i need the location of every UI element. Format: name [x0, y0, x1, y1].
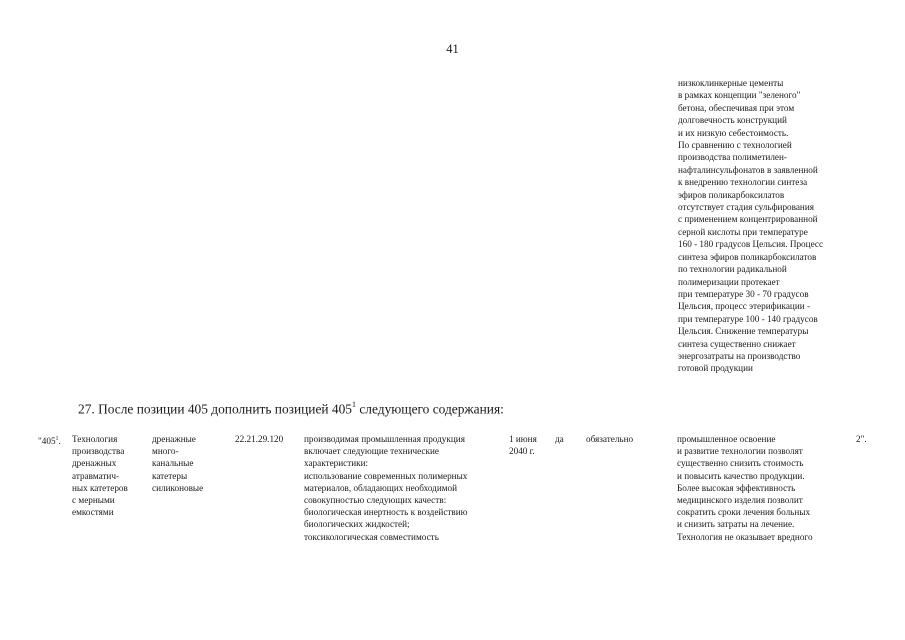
cell-characteristics [304, 433, 468, 543]
technology-line: емкостями [72, 507, 114, 518]
text-line: По сравнению с технологией [678, 140, 792, 151]
characteristics-line: совокупностью следующих качеств: [304, 495, 447, 506]
technology-line: ных катетеров [72, 482, 128, 493]
cell-product [152, 433, 203, 494]
justification-line: Технология не оказывает вредного [677, 531, 813, 542]
page-number: 41 [446, 42, 459, 56]
technology-line: атравматич- [72, 470, 120, 481]
text-line: низкоклинкерные цементы [678, 78, 784, 88]
product-line: катетеры [152, 470, 188, 481]
cell-position [38, 433, 61, 447]
position-superscript: 1 [55, 436, 59, 442]
cell-justification [677, 433, 813, 543]
text-line: 160 - 180 градусов Цельсия. Процесс [678, 239, 824, 250]
text-line: при температуре 30 - 70 градусов [678, 288, 809, 299]
position-number: "405 [38, 436, 56, 447]
cell-code: 22.21.29.120 [235, 434, 284, 444]
text-line: к внедрению технологии синтеза [678, 177, 808, 188]
justification-continuation [678, 77, 823, 375]
characteristics-line: производимая промышленная продукция [304, 434, 465, 444]
amendment-instruction [78, 401, 504, 417]
justification-line: и повысить качество продукции. [677, 470, 805, 481]
characteristics-line: использование современных полимерных [304, 470, 468, 481]
text-line: в рамках концепции "зеленого" [678, 90, 801, 101]
characteristics-line: биологических жидкостей; [304, 519, 410, 530]
text-line: Цельсия, процесс этерификации - [678, 301, 811, 312]
text-line: серной кислоты при температуре [678, 226, 808, 237]
text-line: производства полиметилен- [678, 152, 787, 163]
text-line: полимеризации протекает [678, 276, 780, 287]
text-line: с применением концентрированной [678, 214, 818, 225]
technology-line: дренажных [72, 458, 117, 469]
text-line: и их низкую себестоимость. [678, 127, 789, 138]
cell-last: 2". [856, 434, 867, 444]
justification-line: существенно снизить стоимость [677, 458, 804, 469]
characteristics-line: материалов, обладающих необходимой [304, 482, 458, 493]
instruction-superscript: 1 [352, 400, 357, 409]
technology-line: Технология [72, 434, 118, 444]
cell-date [509, 433, 537, 457]
text-line: по технологии радикальной [678, 264, 787, 275]
technology-line: производства [72, 446, 125, 457]
text-line: эфиров поликарбоксилатов [678, 189, 785, 200]
text-line: Цельсия. Снижение температуры [678, 326, 809, 337]
cell-mandatory: обязательно [586, 434, 634, 444]
characteristics-line: включает следующие технические [304, 446, 439, 457]
cell-technology [72, 433, 128, 518]
text-line: долговечность конструкций [678, 115, 787, 126]
text-line: бетона, обеспечивая при этом [678, 102, 795, 113]
technology-line: с мерными [72, 495, 115, 506]
product-line: дренажные [152, 434, 196, 444]
text-line: при температуре 100 - 140 градусов [678, 313, 818, 324]
text-line: отсутствует стадия сульфирования [678, 202, 814, 213]
justification-line: медицинского изделия позволит [677, 495, 803, 506]
characteristics-line: биологическая инертность к воздействию [304, 507, 468, 518]
characteristics-line: характеристики: [304, 458, 369, 469]
justification-line: и снизить затраты на лечение. [677, 519, 795, 530]
position-tail: . [58, 436, 61, 447]
product-line: канальные [152, 458, 194, 469]
characteristics-line: токсикологическая совместимость [304, 531, 439, 542]
justification-line: и развитие технологии позволят [677, 446, 803, 457]
justification-line: Более высокая эффективность [677, 482, 796, 493]
text-line: синтеза существенно снижает [678, 338, 796, 349]
instruction-text: 27. После позиции 405 дополнить позицией 405 [78, 401, 353, 417]
text-line: нафталинсульфонатов в заявленной [678, 164, 818, 175]
text-line: синтеза эфиров поликарбоксилатов [678, 251, 817, 262]
product-line: силиконовые [152, 482, 204, 493]
cell-yes: да [555, 434, 564, 444]
text-line: энергозатраты на производство [678, 350, 801, 361]
date-line: 1 июня [509, 434, 537, 444]
justification-line: промышленное освоение [677, 434, 776, 444]
product-line: много- [152, 446, 179, 457]
justification-line: сократить сроки лечения больных [677, 507, 811, 518]
text-line: готовой продукции [678, 363, 753, 374]
instruction-tail: следующего содержания: [356, 401, 504, 417]
date-line: 2040 г. [509, 446, 535, 457]
